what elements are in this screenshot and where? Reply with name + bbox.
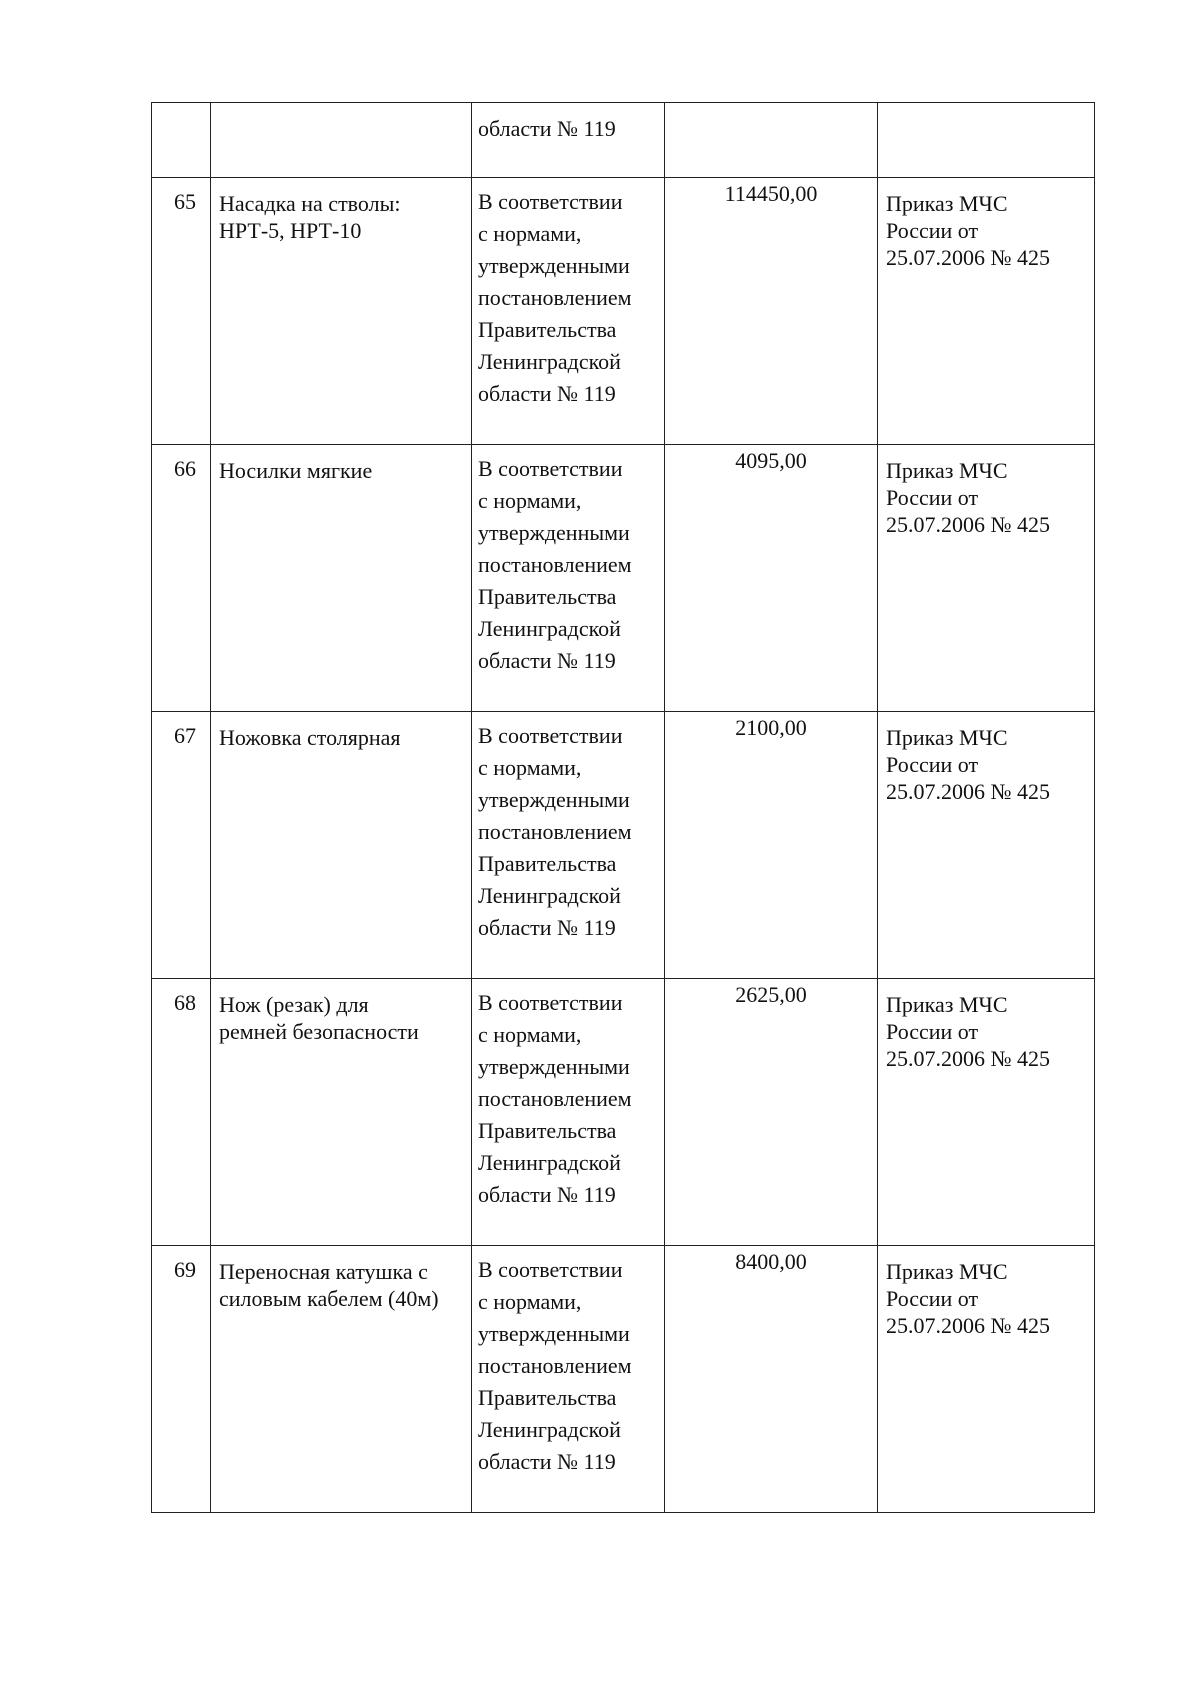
reference-text: Приказ МЧС России от 25.07.2006 № 425 [886,458,1050,537]
row-number-cell [152,445,211,712]
basis-cell [472,445,665,712]
price-cell [665,979,878,1246]
basis-cell [472,712,665,979]
price-cell [665,103,878,178]
reference-cell [878,712,1095,979]
item-name-cell [211,1246,472,1513]
row-number-cell [152,103,211,178]
equipment-table [151,102,1095,1513]
price-value: 8400,00 [735,1249,807,1274]
item-name: Нож (резак) для ремней безопасности [219,992,419,1044]
table-row [152,445,1095,712]
basis-cell [472,103,665,178]
reference-text: Приказ МЧС России от 25.07.2006 № 425 [886,992,1050,1071]
price-cell [665,712,878,979]
item-name-cell [211,445,472,712]
reference-text: Приказ МЧС России от 25.07.2006 № 425 [886,1259,1050,1338]
reference-cell [878,979,1095,1246]
table-row [152,979,1095,1246]
row-number-cell [152,1246,211,1513]
price-cell [665,178,878,445]
item-name-cell [211,178,472,445]
row-number: 69 [174,1257,196,1282]
row-number-cell [152,979,211,1246]
reference-text: Приказ МЧС России от 25.07.2006 № 425 [886,725,1050,804]
item-name: Переносная катушка с силовым кабелем (40м) [219,1259,439,1311]
price-cell [665,1246,878,1513]
price-value: 114450,00 [724,181,818,206]
basis-text: В соответствии с нормами, утвержденными постановлением Правительства Ленинградской области № 119 [478,456,632,673]
row-number: 66 [174,456,196,481]
basis-text: В соответствии с нормами, утвержденными постановлением Правительства Ленинградской области № 119 [478,990,632,1207]
item-name-cell [211,979,472,1246]
table-row [152,178,1095,445]
price-value: 4095,00 [735,448,807,473]
row-number: 65 [174,189,196,214]
price-cell [665,445,878,712]
item-name-cell [211,712,472,979]
table-row [152,712,1095,979]
basis-text: области № 119 [478,116,616,141]
basis-cell [472,178,665,445]
price-value: 2625,00 [735,982,807,1007]
item-name: Насадка на стволы: НРТ-5, НРТ-10 [219,191,401,243]
row-number-cell [152,178,211,445]
row-number: 67 [174,723,196,748]
item-name: Ножовка столярная [219,725,401,750]
basis-text: В соответствии с нормами, утвержденными постановлением Правительства Ленинградской области № 119 [478,1257,632,1474]
row-number: 68 [174,990,196,1015]
table-row [152,1246,1095,1513]
basis-cell [472,979,665,1246]
basis-text: В соответствии с нормами, утвержденными постановлением Правительства Ленинградской области № 119 [478,189,632,406]
item-name-cell [211,103,472,178]
reference-cell [878,445,1095,712]
basis-cell [472,1246,665,1513]
reference-text: Приказ МЧС России от 25.07.2006 № 425 [886,191,1050,270]
price-value: 2100,00 [735,715,807,740]
reference-cell [878,103,1095,178]
reference-cell [878,1246,1095,1513]
row-number-cell [152,712,211,979]
item-name: Носилки мягкие [219,458,373,483]
table-row-continued [152,103,1095,178]
basis-text: В соответствии с нормами, утвержденными постановлением Правительства Ленинградской области № 119 [478,723,632,940]
reference-cell [878,178,1095,445]
